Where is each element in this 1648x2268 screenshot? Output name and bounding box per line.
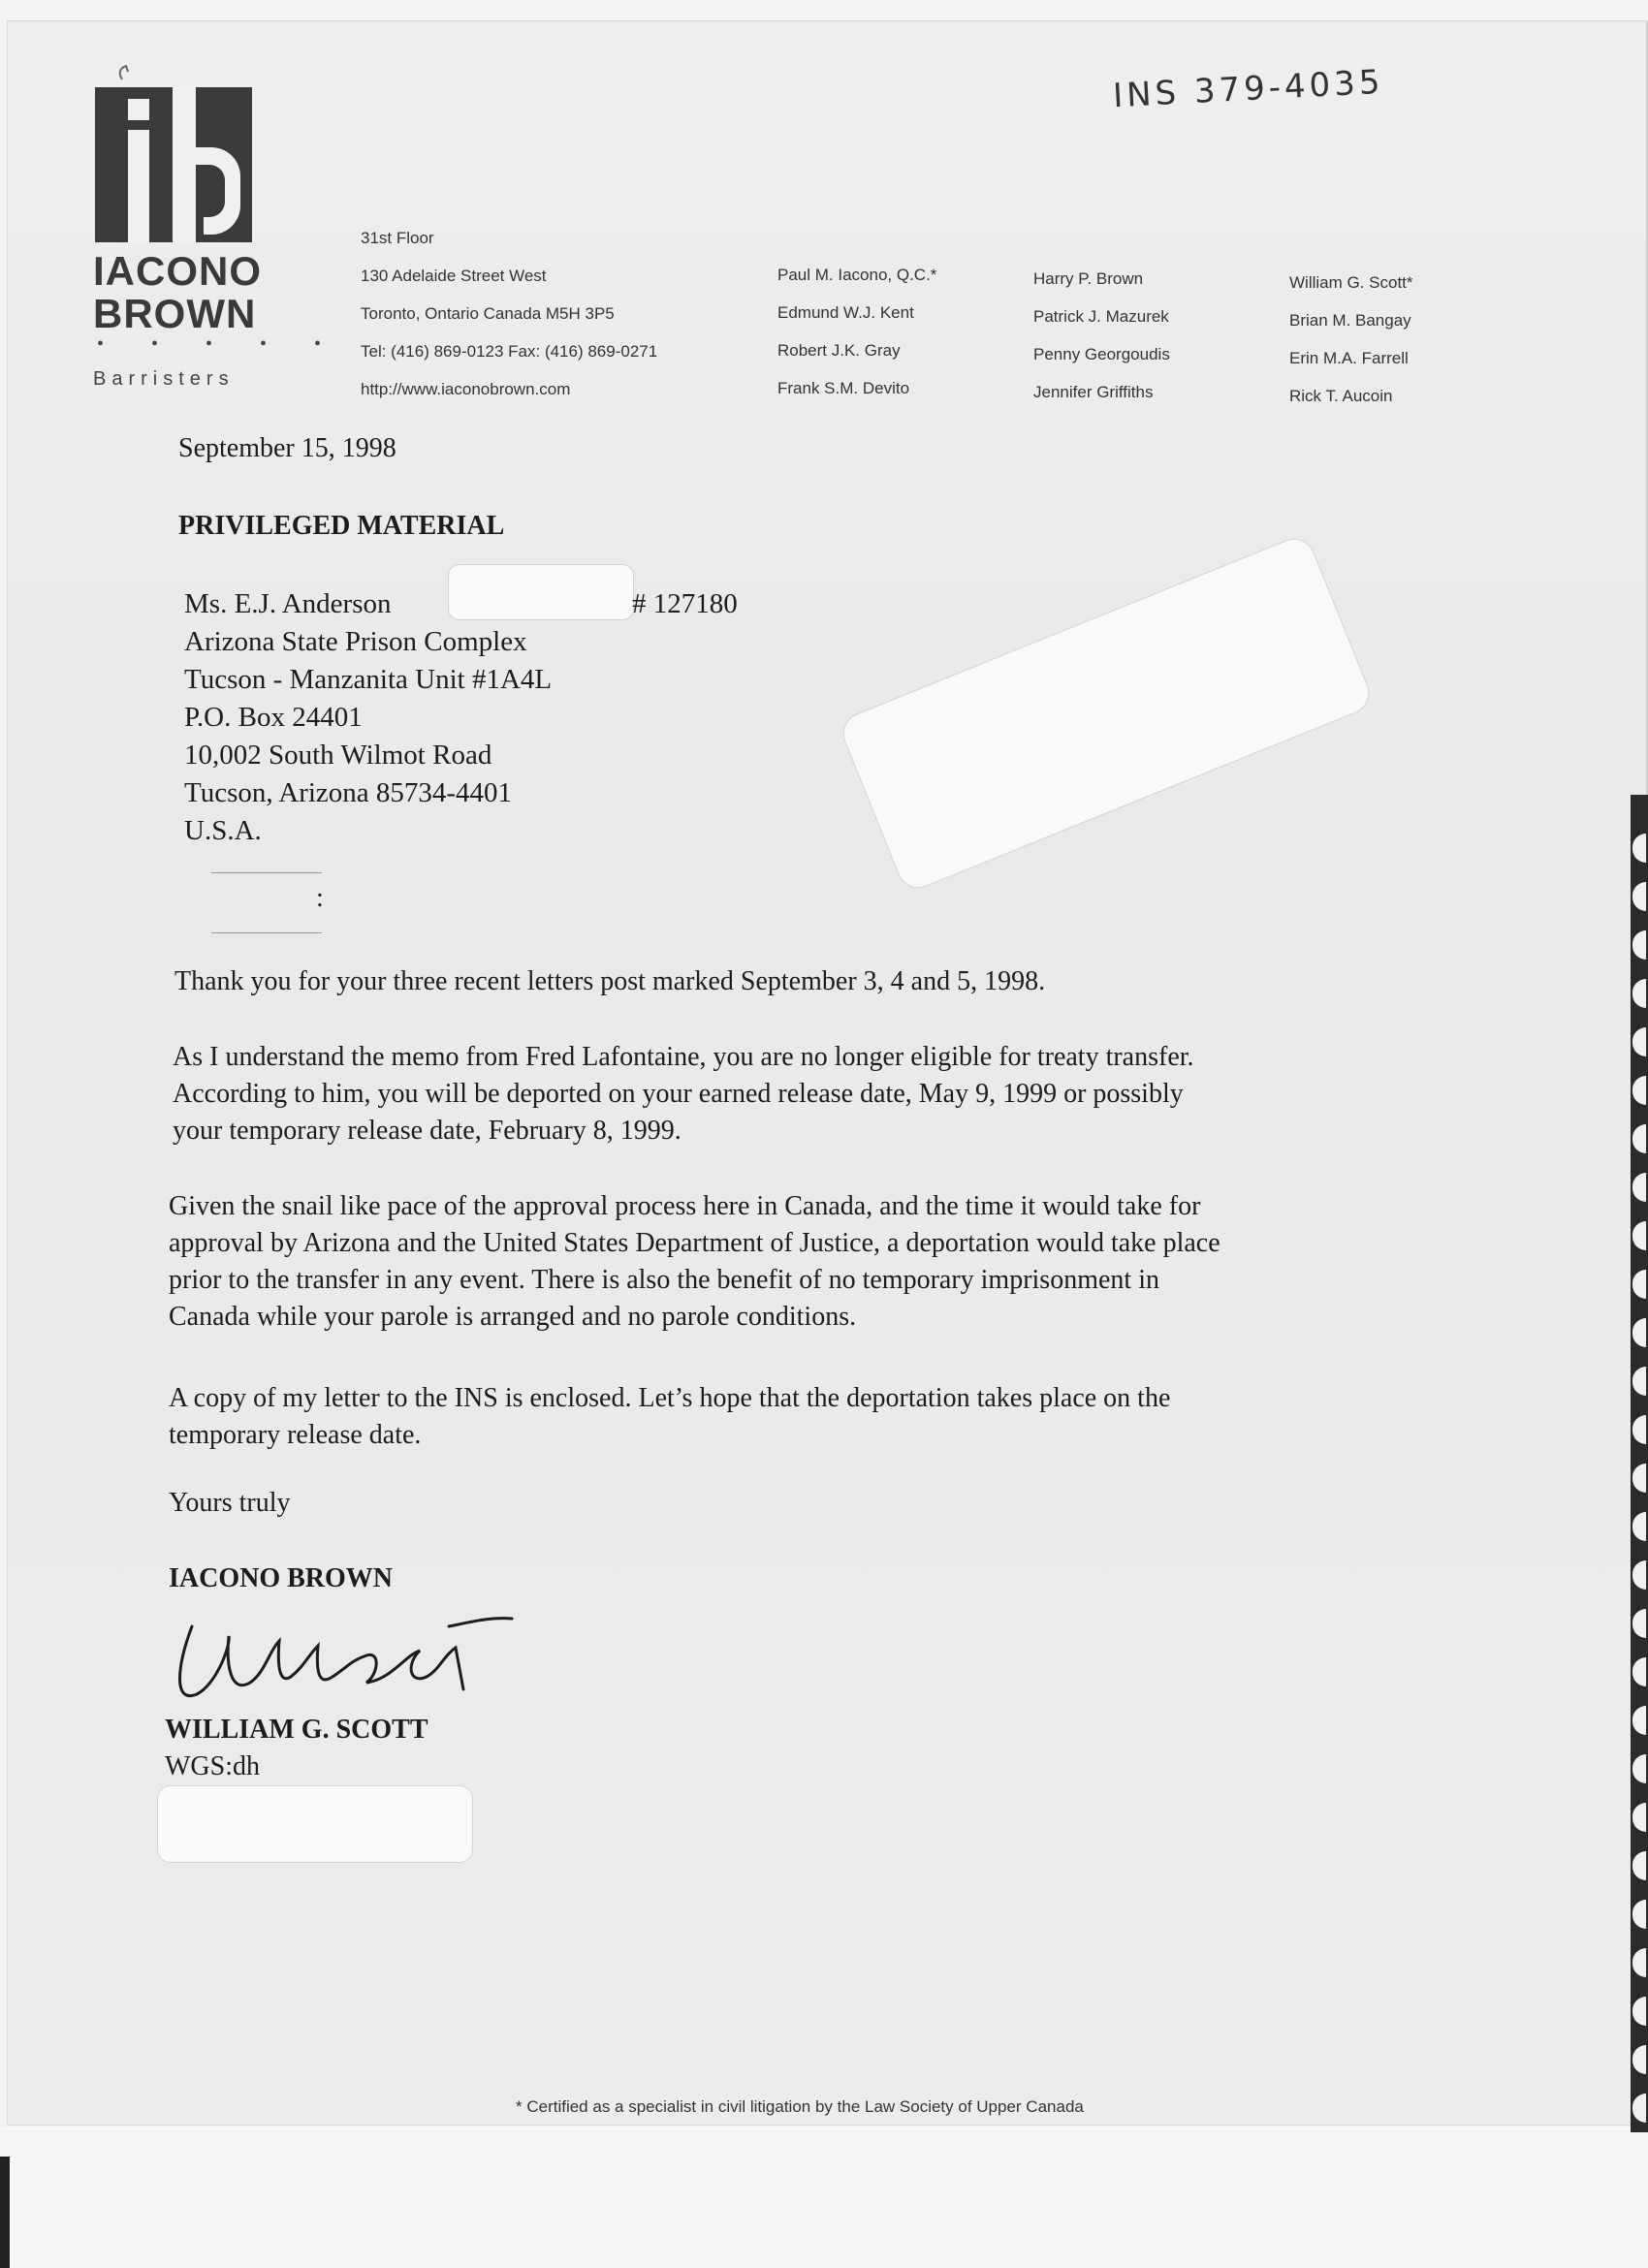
- body-paragraph-1: Thank you for your three recent letters post marked September 3, 4 and 5, 1998.: [174, 966, 1046, 996]
- recipient-line: P.O. Box 24401: [184, 702, 363, 733]
- redaction-line: [211, 872, 322, 873]
- partner-name: Edmund W.J. Kent: [777, 303, 914, 322]
- recipient-line: Tucson, Arizona 85734-4401: [184, 777, 513, 808]
- paragraph-line: your temporary release date, February 8, 1999.: [173, 1116, 681, 1146]
- address-line: Toronto, Ontario Canada M5H 3P5: [361, 304, 615, 323]
- partner-name: Harry P. Brown: [1033, 269, 1144, 288]
- firm-address: [361, 219, 657, 408]
- partner-name: Penny Georgoudis: [1033, 345, 1170, 363]
- paragraph-line: prior to the transfer in any event. There is also the benefit of no temporary imprisonment in: [169, 1265, 1159, 1295]
- recipient-line: 10,002 South Wilmot Road: [184, 740, 492, 771]
- scan-edge: [0, 2157, 10, 2268]
- paragraph-line: Given the snail like pace of the approval process here in Canada, and the time it would take for: [169, 1191, 1201, 1221]
- privileged-marking: PRIVILEGED MATERIAL: [178, 511, 505, 541]
- address-line: 31st Floor: [361, 229, 434, 247]
- letter-date: September 15, 1998: [178, 433, 396, 463]
- inmate-number: # 127180: [632, 588, 738, 619]
- address-line: Tel: (416) 869-0123 Fax: (416) 869-0271: [361, 342, 658, 361]
- partners-column-3: [1289, 264, 1413, 415]
- address-line: 130 Adelaide Street West: [361, 267, 547, 285]
- recipient-block: [184, 585, 552, 850]
- closing: Yours truly: [169, 1488, 291, 1518]
- handwritten-signature: [173, 1597, 522, 1714]
- partner-name: Erin M.A. Farrell: [1289, 349, 1409, 367]
- partner-name: Patrick J. Mazurek: [1033, 307, 1169, 326]
- recipient-name: Ms. E.J. Anderson: [184, 588, 392, 619]
- recipient-line: Arizona State Prison Complex: [184, 626, 527, 657]
- partner-name: Paul M. Iacono, Q.C.*: [777, 266, 937, 284]
- logo-word-brown: BROWN: [93, 291, 257, 336]
- redaction-line: [211, 932, 322, 933]
- paragraph-line: temporary release date.: [169, 1420, 422, 1450]
- body-paragraph-3: [169, 1188, 1220, 1336]
- logo-dots: • • • • •: [97, 333, 343, 355]
- signer-name: WILLIAM G. SCOTT: [165, 1715, 428, 1745]
- partners-column-2: [1033, 260, 1170, 411]
- paragraph-line: As I understand the memo from Fred Lafontaine, you are no longer eligible for treaty transfer.: [173, 1042, 1194, 1072]
- handwritten-note: INS 379-4035: [1112, 62, 1385, 116]
- partner-name: Frank S.M. Devito: [777, 379, 910, 397]
- typist-initials: WGS:dh: [165, 1751, 260, 1781]
- website-url: http://www.iaconobrown.com: [361, 380, 571, 398]
- paragraph-line: approval by Arizona and the United States Department of Justice, a deportation would take place: [169, 1228, 1220, 1258]
- partner-name: Jennifer Griffiths: [1033, 383, 1154, 401]
- partner-name: William G. Scott*: [1289, 273, 1413, 292]
- partner-name: Rick T. Aucoin: [1289, 387, 1393, 405]
- logo-word-iacono: IACONO: [93, 248, 262, 294]
- firm-signature-line: IACONO BROWN: [169, 1563, 394, 1593]
- partner-name: Robert J.K. Gray: [777, 341, 901, 360]
- paragraph-line: Canada while your parole is arranged and no parole conditions.: [169, 1302, 857, 1332]
- paragraph-line: A copy of my letter to the INS is enclosed. Let’s hope that the deportation takes place on the: [169, 1383, 1171, 1413]
- footnote: * Certified as a specialist in civil litigation by the Law Society of Upper Canada: [516, 2097, 1084, 2116]
- scan-margin: [0, 2127, 1648, 2268]
- partners-column-1: [777, 256, 936, 407]
- redaction-label: [157, 1785, 473, 1863]
- partner-name: Brian M. Bangay: [1289, 311, 1411, 330]
- body-paragraph-2: [173, 1039, 1194, 1150]
- salutation-colon: :: [316, 883, 324, 913]
- recipient-line: U.S.A.: [184, 815, 262, 846]
- paragraph-line: According to him, you will be deported on your earned release date, May 9, 1999 or possibly: [173, 1079, 1184, 1109]
- body-paragraph-4: [169, 1380, 1170, 1454]
- logo-tagline: Barristers: [93, 368, 235, 390]
- recipient-line: Tucson - Manzanita Unit #1A4L: [184, 664, 553, 695]
